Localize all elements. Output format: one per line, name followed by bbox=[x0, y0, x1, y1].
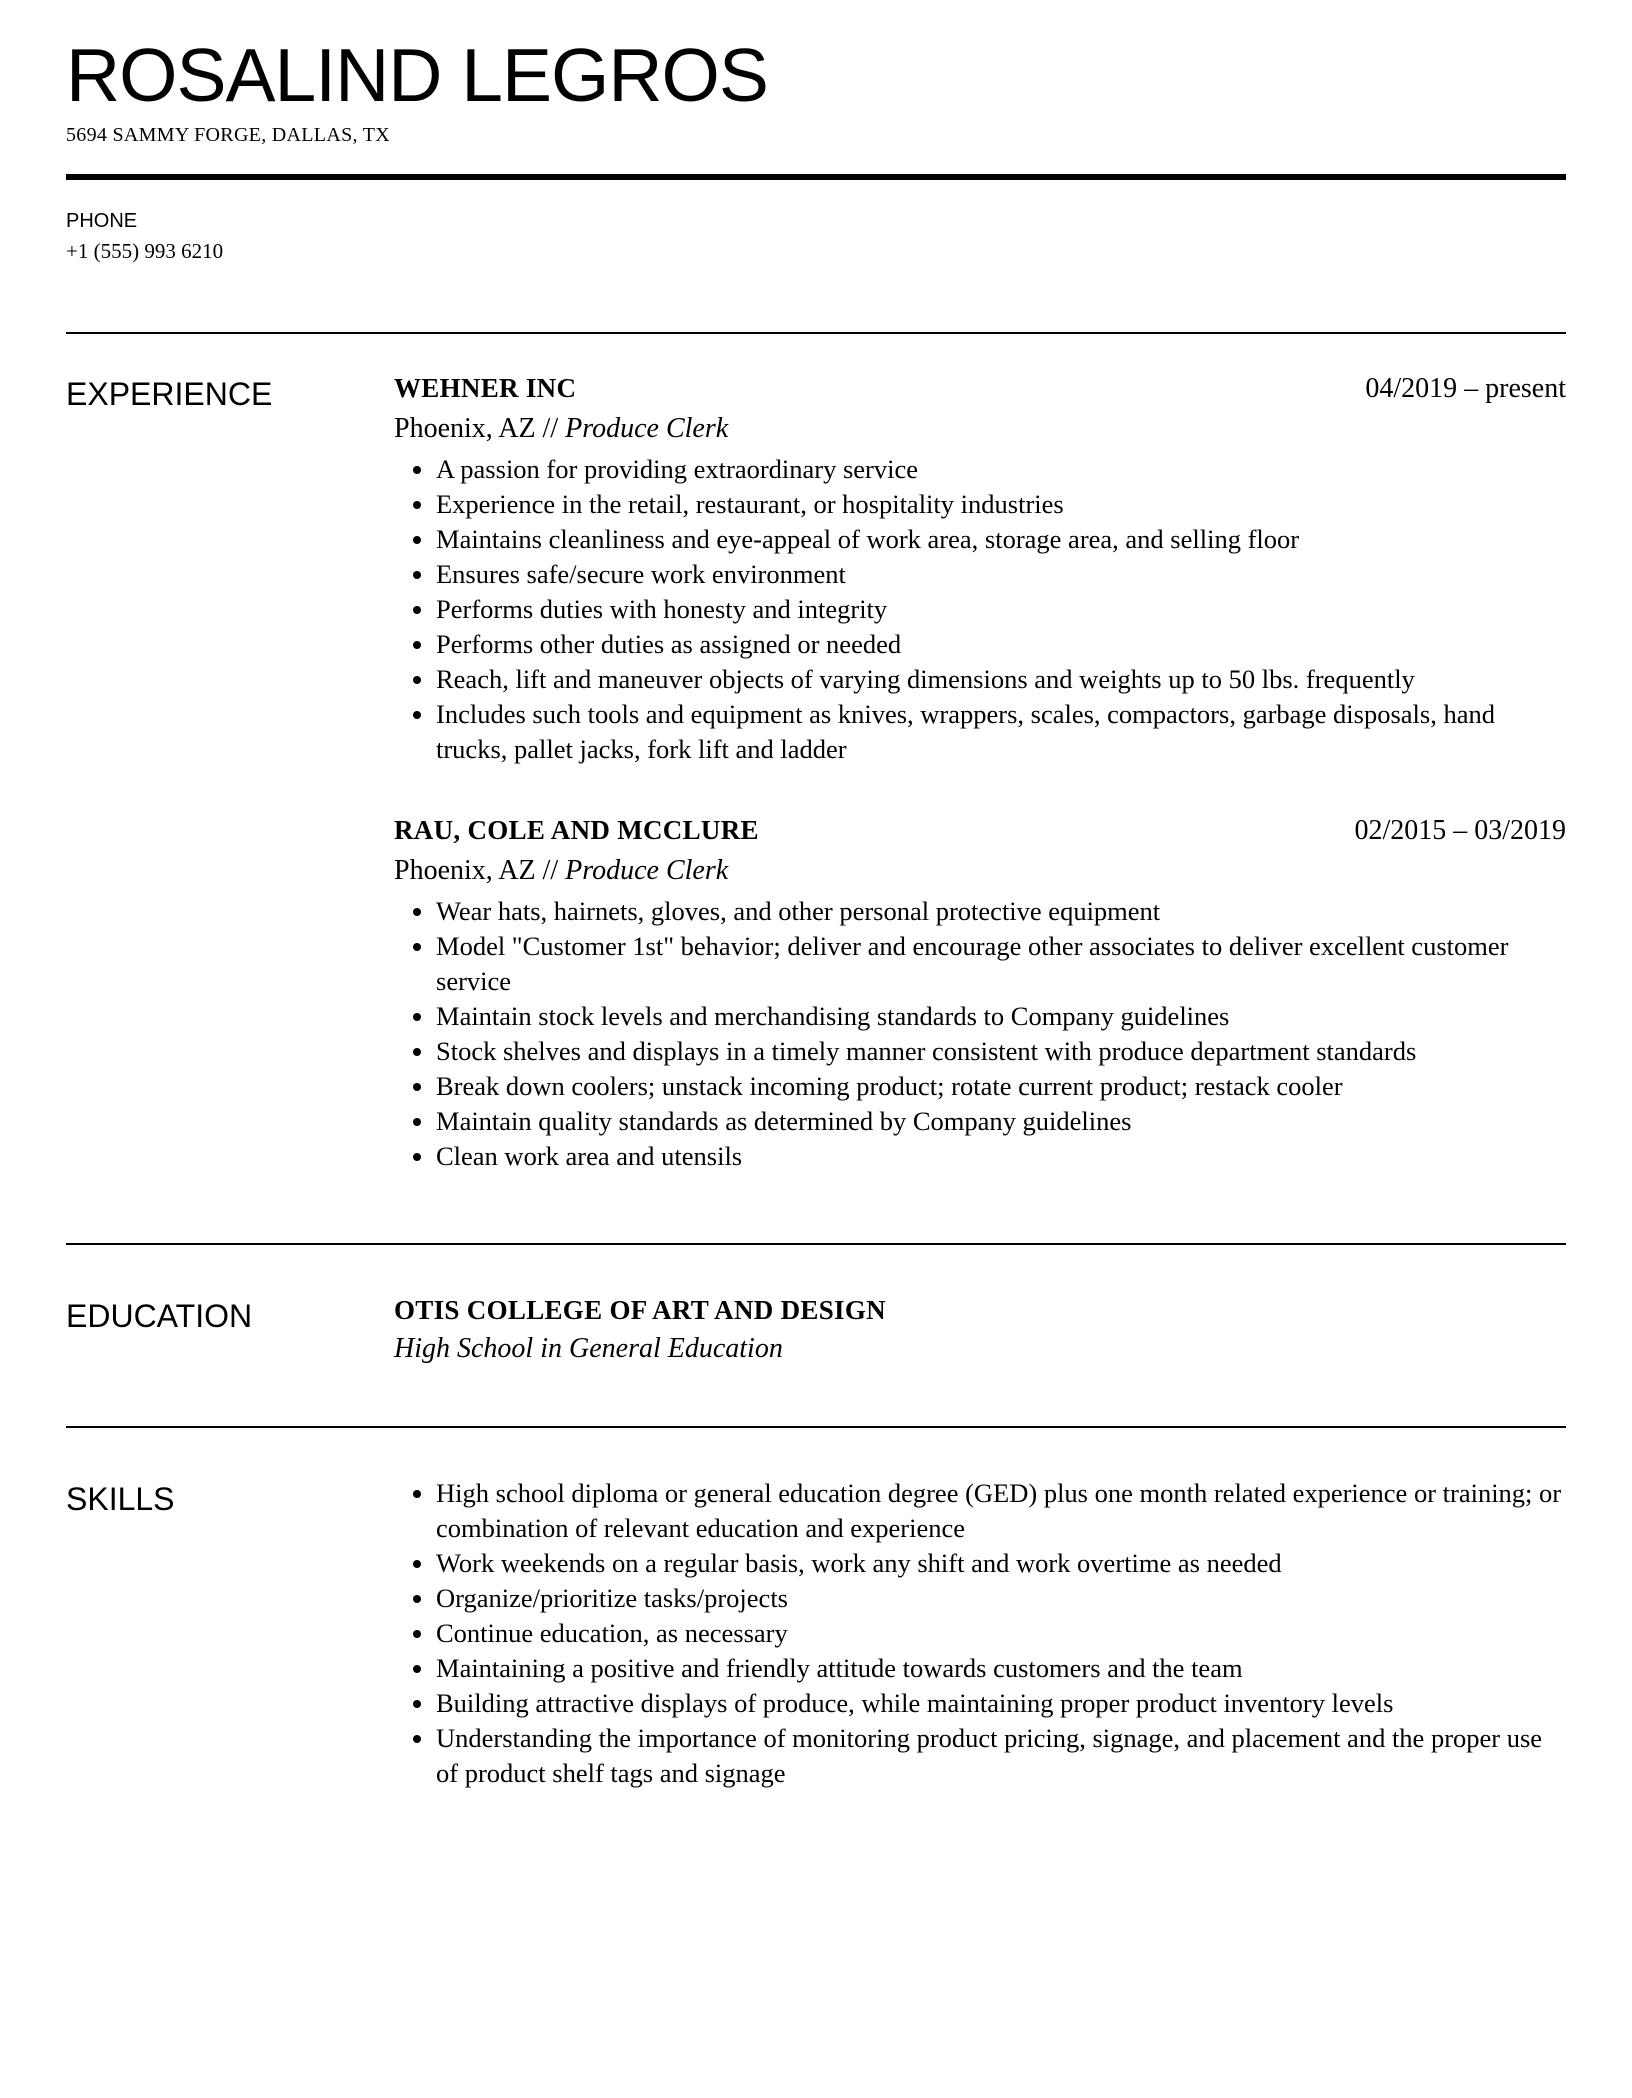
list-item: • Wear hats, hairnets, gloves, and other personal protective equipment bbox=[436, 894, 1566, 929]
list-item: • Experience in the retail, restaurant, or hospitality industries bbox=[436, 487, 1566, 522]
skills-body bbox=[394, 1476, 1566, 1791]
section-divider bbox=[66, 1243, 1566, 1245]
skills-section bbox=[66, 1476, 1566, 1791]
education-section bbox=[66, 1293, 1566, 1366]
list-item: • Understanding the importance of monitoring product pricing, signage, and placement and the proper use of product shelf tags and signage bbox=[436, 1721, 1566, 1791]
experience-section bbox=[66, 371, 1566, 1174]
job-duties-list bbox=[394, 452, 1566, 767]
list-item: • Maintains cleanliness and eye-appeal of work area, storage area, and selling floor bbox=[436, 522, 1566, 557]
list-item: • Work weekends on a regular basis, work any shift and work overtime as needed bbox=[436, 1546, 1566, 1581]
job-dates: 04/2019 – present bbox=[1365, 373, 1566, 404]
list-item: • Maintain stock levels and merchandising standards to Company guidelines bbox=[436, 999, 1566, 1034]
list-item: • A passion for providing extraordinary service bbox=[436, 452, 1566, 487]
experience-heading: EXPERIENCE bbox=[66, 376, 273, 412]
list-item: • Maintain quality standards as determined by Company guidelines bbox=[436, 1104, 1566, 1139]
list-item: • Stock shelves and displays in a timely manner consistent with produce department standards bbox=[436, 1034, 1566, 1069]
candidate-address: 5694 SAMMY FORGE, DALLAS, TX bbox=[66, 124, 390, 146]
list-item: • Model "Customer 1st" behavior; deliver and encourage other associates to deliver excellent customer service bbox=[436, 929, 1566, 999]
list-item: • Continue education, as necessary bbox=[436, 1616, 1566, 1651]
header-divider bbox=[66, 174, 1566, 180]
degree: High School in General Education bbox=[394, 1333, 783, 1364]
list-item: • Reach, lift and maneuver objects of varying dimensions and weights up to 50 lbs. frequently bbox=[436, 662, 1566, 697]
phone-label: PHONE bbox=[66, 210, 138, 232]
school-name: OTIS COLLEGE OF ART AND DESIGN bbox=[394, 1295, 886, 1325]
list-item: • Performs other duties as assigned or needed bbox=[436, 627, 1566, 662]
skills-list bbox=[394, 1476, 1566, 1791]
job-entry bbox=[394, 371, 1566, 767]
list-item: • Includes such tools and equipment as knives, wrappers, scales, compactors, garbage disposals, hand trucks, pallet jacks, fork lift and ladder bbox=[436, 697, 1566, 767]
list-item: • Break down coolers; unstack incoming product; rotate current product; restack cooler bbox=[436, 1069, 1566, 1104]
section-divider bbox=[66, 332, 1566, 334]
experience-body bbox=[394, 371, 1566, 1174]
job-location: Phoenix, AZ // bbox=[394, 855, 559, 886]
list-item: • Building attractive displays of produce, while maintaining proper product inventory levels bbox=[436, 1686, 1566, 1721]
list-item: • Clean work area and utensils bbox=[436, 1139, 1566, 1174]
job-role: Produce Clerk bbox=[565, 855, 729, 886]
job-company: RAU, COLE AND MCCLURE bbox=[394, 815, 759, 845]
job-location-role bbox=[394, 853, 1566, 888]
list-item: • Performs duties with honesty and integrity bbox=[436, 592, 1566, 627]
job-location: Phoenix, AZ // bbox=[394, 413, 559, 444]
job-duties-list bbox=[394, 894, 1566, 1174]
job-company: WEHNER INC bbox=[394, 373, 577, 403]
phone-value: +1 (555) 993 6210 bbox=[66, 239, 224, 263]
section-divider bbox=[66, 1426, 1566, 1428]
list-item: • Maintaining a positive and friendly attitude towards customers and the team bbox=[436, 1651, 1566, 1686]
job-location-role bbox=[394, 411, 1566, 446]
education-heading: EDUCATION bbox=[66, 1298, 253, 1334]
job-dates: 02/2015 – 03/2019 bbox=[1354, 815, 1566, 846]
job-entry bbox=[394, 813, 1566, 1174]
job-role: Produce Clerk bbox=[565, 413, 729, 444]
skills-heading: SKILLS bbox=[66, 1481, 175, 1517]
contact-block bbox=[66, 211, 1566, 262]
education-body bbox=[394, 1293, 1566, 1366]
list-item: • Ensures safe/secure work environment bbox=[436, 557, 1566, 592]
list-item: • High school diploma or general education degree (GED) plus one month related experience or training; or combination of relevant education and experience bbox=[436, 1476, 1566, 1546]
candidate-name: ROSALIND LEGROS bbox=[66, 33, 768, 117]
list-item: • Organize/prioritize tasks/projects bbox=[436, 1581, 1566, 1616]
